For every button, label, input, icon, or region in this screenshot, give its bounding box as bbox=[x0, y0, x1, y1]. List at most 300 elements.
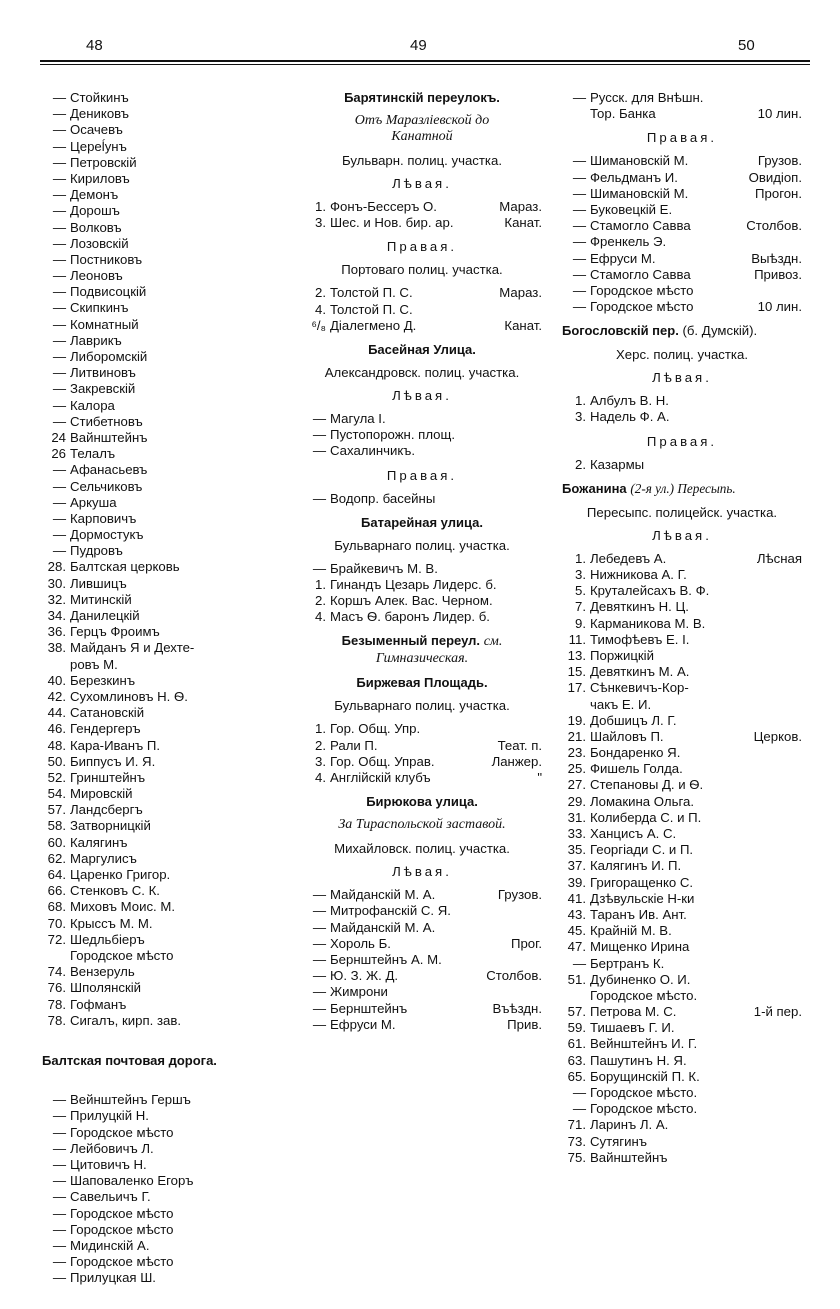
item-number: — bbox=[572, 1085, 586, 1100]
header-rule-thin bbox=[40, 64, 810, 65]
item-note: Привоз. bbox=[754, 266, 802, 282]
list-item bbox=[562, 1053, 802, 1069]
item-name: Дубиненко О. И. bbox=[590, 971, 691, 987]
item-number: 65. bbox=[567, 1068, 586, 1084]
item-name: Аркуша bbox=[70, 494, 117, 510]
list-item bbox=[562, 583, 802, 599]
list-item bbox=[302, 593, 542, 609]
item-name: Степановы Д. и Ѳ. bbox=[590, 777, 704, 793]
list-item bbox=[302, 721, 542, 737]
item-name: Пашутинъ Н. Я. bbox=[590, 1052, 687, 1068]
list-item bbox=[562, 697, 802, 713]
item-name: Англійскій клубъ bbox=[330, 770, 431, 785]
item-number: — bbox=[312, 443, 326, 459]
list-item bbox=[42, 252, 267, 268]
item-number: 75. bbox=[567, 1149, 586, 1165]
item-name: Леоновъ bbox=[70, 268, 123, 284]
item-number: 57. bbox=[567, 1004, 586, 1020]
item-number: 33. bbox=[567, 826, 586, 841]
item-name: Кара-Иванъ П. bbox=[70, 737, 161, 753]
item-name: Закревскій bbox=[70, 381, 136, 397]
list-item bbox=[562, 251, 802, 267]
item-name: Мировскій bbox=[70, 786, 133, 802]
item-number: — bbox=[312, 427, 326, 443]
item-name: Митрофанскій С. Я. bbox=[330, 903, 451, 919]
item-name: Тишаевъ Г. И. bbox=[590, 1020, 675, 1036]
item-name: Георгіади С. и П. bbox=[590, 842, 694, 858]
street-subtitle: (2-я ул.) Пересыпь. bbox=[630, 480, 736, 496]
item-name: Стенковъ С. К. bbox=[70, 883, 160, 899]
item-name: Водопр. басейны bbox=[330, 490, 436, 506]
item-name: Петрова М. С. bbox=[590, 1004, 677, 1020]
item-name: Демонъ bbox=[70, 187, 119, 203]
item-number: 25. bbox=[567, 761, 586, 777]
item-number: — bbox=[52, 1108, 66, 1124]
item-number: 68. bbox=[47, 899, 66, 915]
item-name: Стибетновъ bbox=[70, 413, 143, 429]
item-name: Тор. Банка bbox=[590, 106, 656, 122]
item-name: Данилецкій bbox=[70, 608, 140, 623]
column-left bbox=[42, 90, 267, 1287]
item-name: Казармы bbox=[590, 456, 645, 472]
item-number: — bbox=[52, 1221, 66, 1237]
list-item bbox=[302, 199, 542, 215]
item-note: Прог. bbox=[510, 935, 542, 951]
item-name: Прилуцкій Н. bbox=[70, 1108, 149, 1124]
item-number: 45. bbox=[567, 923, 586, 939]
item-name: Гофманъ bbox=[70, 996, 127, 1012]
item-number: 5. bbox=[575, 583, 586, 599]
list-item bbox=[42, 883, 267, 899]
item-number: — bbox=[52, 1270, 66, 1286]
police-district: Бульварнаго полиц. участка. bbox=[334, 698, 510, 714]
list-item bbox=[562, 972, 802, 988]
item-number: 19. bbox=[567, 712, 586, 728]
item-name: Русск. для Внѣшн. bbox=[590, 90, 704, 105]
item-name: Вайнштейнъ bbox=[70, 429, 148, 445]
item-name: Бертранъ К. bbox=[590, 955, 665, 971]
list-item bbox=[562, 794, 802, 810]
list-item bbox=[42, 818, 267, 834]
list-item bbox=[42, 1092, 267, 1108]
item-number: 34. bbox=[47, 608, 66, 623]
item-name: Подвисоцкій bbox=[70, 284, 147, 300]
list-item bbox=[42, 511, 267, 527]
item-note: Въѣздн. bbox=[492, 1000, 542, 1016]
item-number: — bbox=[52, 365, 66, 381]
list-item bbox=[42, 155, 267, 171]
list-item bbox=[302, 427, 542, 443]
item-number: 43. bbox=[567, 906, 586, 922]
list-item bbox=[302, 609, 542, 625]
list-item bbox=[42, 980, 267, 996]
item-number: 1. bbox=[315, 721, 326, 737]
item-name: Гор. Общ. Упр. bbox=[330, 721, 421, 737]
item-name: Шедльбіеръ bbox=[70, 931, 145, 947]
item-name: Калягинъ И. П. bbox=[590, 858, 682, 874]
street-heading: Барятинскій переулокъ. bbox=[344, 90, 500, 105]
item-name: Лаврикъ bbox=[70, 332, 122, 348]
list-item bbox=[42, 462, 267, 478]
item-number: — bbox=[312, 919, 326, 935]
item-number: 60. bbox=[47, 834, 66, 850]
police-district: Александровск. полиц. участка. bbox=[324, 364, 520, 380]
item-number: — bbox=[52, 170, 66, 186]
item-number: 47. bbox=[567, 939, 586, 955]
list-item bbox=[562, 1150, 802, 1166]
list-item bbox=[302, 411, 542, 427]
item-number: — bbox=[572, 955, 586, 971]
item-number: 37. bbox=[567, 858, 586, 874]
item-number: — bbox=[572, 1101, 586, 1117]
street-heading: Бирюкова улица. bbox=[366, 794, 478, 810]
list-item bbox=[42, 559, 267, 575]
street-heading: Биржевая Площадь. bbox=[356, 675, 488, 691]
list-item bbox=[562, 680, 802, 696]
list-item bbox=[42, 1173, 267, 1189]
list-item bbox=[562, 409, 802, 425]
item-number: 71. bbox=[567, 1117, 586, 1133]
item-number: — bbox=[312, 1000, 326, 1016]
item-number: 21. bbox=[567, 728, 586, 744]
item-number: 61. bbox=[567, 1036, 586, 1052]
item-name: Сутягинъ bbox=[590, 1133, 647, 1149]
item-name: Масъ Ѳ. баронъ Лидер. б. bbox=[330, 609, 490, 625]
item-name: Бернштейнъ bbox=[330, 1000, 408, 1016]
item-number: 4. bbox=[315, 609, 326, 625]
list-item bbox=[42, 495, 267, 511]
list-item bbox=[42, 624, 267, 640]
list-item bbox=[562, 842, 802, 858]
list-item bbox=[562, 170, 802, 186]
item-number: 78. bbox=[47, 996, 66, 1012]
item-number: 29. bbox=[567, 793, 586, 809]
list-item bbox=[42, 1141, 267, 1157]
list-item bbox=[42, 220, 267, 236]
item-number: — bbox=[52, 543, 66, 559]
item-name: Бондаренко Я. bbox=[590, 745, 681, 761]
list-item bbox=[562, 907, 802, 923]
item-number: — bbox=[52, 332, 66, 348]
item-name: Діалегмено Д. bbox=[330, 317, 417, 333]
street-heading bbox=[302, 633, 542, 667]
item-name: Сухомлиновъ Н. Ѳ. bbox=[70, 688, 188, 704]
item-name: Гендергеръ bbox=[70, 721, 141, 737]
street-heading bbox=[562, 323, 802, 339]
item-number: 1. bbox=[575, 393, 586, 409]
item-name: Либоромскій bbox=[70, 349, 148, 364]
item-number: 2. bbox=[315, 285, 326, 301]
street-heading: Басейная Улица. bbox=[368, 341, 476, 357]
item-number: 40. bbox=[47, 672, 66, 688]
list-item bbox=[42, 592, 267, 608]
list-item bbox=[562, 956, 802, 972]
list-item bbox=[42, 268, 267, 284]
item-name: Гор. Общ. Управ. bbox=[330, 753, 435, 769]
item-number: 23. bbox=[567, 745, 586, 761]
item-number: 44. bbox=[47, 705, 66, 721]
item-number: 70. bbox=[47, 915, 66, 931]
side-left: Лѣвая. bbox=[392, 176, 452, 191]
list-item bbox=[42, 576, 267, 592]
list-item bbox=[42, 430, 267, 446]
item-note: Прогон. bbox=[755, 185, 802, 201]
item-number: — bbox=[52, 1254, 66, 1270]
list-item bbox=[42, 997, 267, 1013]
item-number: 42. bbox=[47, 688, 66, 704]
item-number: — bbox=[52, 1189, 66, 1205]
list-item bbox=[42, 640, 267, 656]
item-number: — bbox=[312, 490, 326, 506]
street-subtitle: Отъ Маразліевской до Канатной bbox=[354, 113, 490, 144]
item-number: — bbox=[572, 282, 586, 298]
side-left: Лѣвая. bbox=[652, 527, 712, 543]
item-number: — bbox=[312, 410, 326, 426]
item-number: 50. bbox=[47, 753, 66, 769]
item-number: 3. bbox=[575, 567, 586, 582]
page-number-left: 48 bbox=[86, 37, 103, 54]
list-item bbox=[42, 187, 267, 203]
item-note: Мараз. bbox=[499, 199, 542, 214]
item-name: Савельичъ Г. bbox=[70, 1189, 151, 1205]
item-number: — bbox=[52, 138, 66, 154]
list-item bbox=[42, 300, 267, 316]
police-district: Михайловск. полиц. участка. bbox=[334, 841, 510, 857]
list-item bbox=[42, 398, 267, 414]
list-item bbox=[42, 1238, 267, 1254]
list-item bbox=[562, 599, 802, 615]
side-left: Лѣвая. bbox=[392, 387, 452, 403]
item-number: — bbox=[312, 887, 326, 903]
section-heading: Балтская почтовая дорога. bbox=[42, 1053, 217, 1069]
item-number: 62. bbox=[47, 850, 66, 866]
item-name: Толстой П. С. bbox=[330, 285, 413, 301]
list-item bbox=[42, 317, 267, 333]
item-name: Цереĺунъ bbox=[70, 138, 127, 154]
street-heading bbox=[562, 481, 802, 497]
street-name: Богословскій пер. bbox=[562, 323, 679, 339]
item-number: — bbox=[52, 349, 66, 364]
list-item bbox=[42, 365, 267, 381]
item-name: Сигалъ, кирп. зав. bbox=[70, 1012, 181, 1028]
item-number: — bbox=[52, 154, 66, 170]
item-number: — bbox=[572, 169, 586, 185]
item-number: 30. bbox=[47, 575, 66, 591]
item-name: Надель Ф. А. bbox=[590, 409, 670, 425]
item-name: Ефруси М. bbox=[330, 1016, 396, 1032]
item-name: Волковъ bbox=[70, 219, 122, 235]
side-right: Правая. bbox=[646, 433, 718, 449]
list-item bbox=[42, 381, 267, 397]
list-item bbox=[42, 1254, 267, 1270]
item-number: — bbox=[52, 203, 66, 219]
list-item bbox=[562, 1085, 802, 1101]
police-district: Пересыпс. полицейск. участка. bbox=[586, 504, 778, 520]
list-item bbox=[562, 616, 802, 632]
item-number: 31. bbox=[567, 809, 586, 825]
item-note: Ланжер. bbox=[491, 753, 542, 769]
item-name: Постниковъ bbox=[70, 251, 143, 267]
item-name: Ефруси М. bbox=[590, 250, 656, 266]
list-item bbox=[42, 203, 267, 219]
list-item bbox=[42, 446, 267, 462]
item-name: Биппусъ И. Я. bbox=[70, 753, 156, 769]
item-name: Ю. З. Ж. Д. bbox=[330, 968, 399, 984]
list-item bbox=[42, 236, 267, 252]
list-item bbox=[42, 721, 267, 737]
item-name: Шимановскій М. bbox=[590, 153, 689, 169]
side-right: Правая. bbox=[386, 467, 458, 483]
item-number: — bbox=[312, 968, 326, 984]
item-number: — bbox=[312, 984, 326, 1000]
item-number: — bbox=[52, 90, 66, 105]
item-note: Столбов. bbox=[746, 218, 802, 234]
item-number: 57. bbox=[47, 802, 66, 818]
item-name: Мищенко Ирина bbox=[590, 939, 690, 955]
item-name: Калягинъ bbox=[70, 834, 128, 850]
item-number: 66. bbox=[47, 883, 66, 899]
item-number: — bbox=[52, 122, 66, 138]
item-name: Карманикова М. В. bbox=[590, 615, 706, 631]
item-name: Шаповаленко Егоръ bbox=[70, 1173, 194, 1189]
item-name: Балтская церковь bbox=[70, 559, 180, 575]
item-number: — bbox=[52, 300, 66, 316]
item-name: Городское мѣсто. bbox=[590, 987, 698, 1003]
item-note: Лѣсная bbox=[756, 550, 802, 566]
item-name: Лившицъ bbox=[70, 575, 127, 591]
item-name: Городское мѣсто bbox=[590, 299, 694, 315]
list-item bbox=[42, 1108, 267, 1124]
item-name: Мидинскій А. bbox=[70, 1237, 150, 1253]
item-number: — bbox=[52, 316, 66, 332]
street-name: Безыменный переул. bbox=[341, 633, 481, 649]
item-number: 1. bbox=[315, 576, 326, 592]
item-number: 24 bbox=[51, 429, 66, 445]
list-item bbox=[562, 858, 802, 874]
item-number: — bbox=[52, 510, 66, 526]
item-number: 9. bbox=[575, 615, 586, 631]
item-name: Городское мѣсто bbox=[70, 947, 174, 963]
item-name: Коршъ Алек. Вас. Черном. bbox=[330, 593, 493, 609]
list-item bbox=[42, 543, 267, 559]
street-heading: Батарейная улица. bbox=[361, 514, 483, 530]
item-name: Колиберда С. и П. bbox=[590, 809, 702, 825]
item-name: Вейнштейнъ И. Г. bbox=[590, 1036, 698, 1052]
list-item bbox=[42, 851, 267, 867]
item-number: 4. bbox=[315, 301, 326, 317]
item-name: Поржицкій bbox=[590, 647, 654, 663]
item-note: Церков. bbox=[753, 728, 802, 744]
item-number: 3. bbox=[315, 215, 326, 231]
item-name: Городское мѣсто bbox=[70, 1205, 174, 1221]
item-number: — bbox=[572, 299, 586, 315]
list-item bbox=[302, 952, 542, 968]
list-item bbox=[562, 186, 802, 202]
item-number: 35. bbox=[567, 842, 586, 858]
list-item bbox=[562, 1134, 802, 1150]
list-item bbox=[562, 988, 802, 1004]
item-name: Григоращенко С. bbox=[590, 874, 694, 890]
item-number: — bbox=[572, 234, 586, 250]
item-name: Городское мѣсто bbox=[590, 282, 694, 298]
item-number: 46. bbox=[47, 721, 66, 737]
item-name: Городское мѣсто bbox=[70, 1254, 174, 1270]
item-number: 72. bbox=[47, 931, 66, 947]
item-name: Миховъ Моис. М. bbox=[70, 899, 176, 915]
item-note: Прив. bbox=[507, 1016, 542, 1032]
list-item bbox=[42, 932, 267, 948]
list-item bbox=[302, 577, 542, 593]
item-name: Городское мѣсто. bbox=[590, 1101, 698, 1117]
item-number: 76. bbox=[47, 980, 66, 996]
item-name: Брайкевичъ М. В. bbox=[330, 560, 438, 576]
item-number: — bbox=[52, 251, 66, 267]
item-number: — bbox=[52, 1140, 66, 1156]
item-name: Шполянскій bbox=[70, 980, 142, 996]
item-name: Вензеруль bbox=[70, 964, 135, 980]
list-item bbox=[42, 754, 267, 770]
item-name: Шайловъ П. bbox=[590, 728, 664, 744]
item-number: — bbox=[52, 462, 66, 478]
list-item bbox=[42, 106, 267, 122]
list-item bbox=[562, 648, 802, 664]
list-item bbox=[42, 1222, 267, 1238]
item-note: 10 лин. bbox=[757, 106, 802, 122]
item-note: Столбов. bbox=[486, 968, 542, 984]
street-note: (б. Думскій). bbox=[682, 323, 758, 339]
list-item bbox=[42, 964, 267, 980]
list-item bbox=[562, 393, 802, 409]
list-item bbox=[562, 267, 802, 283]
list-item bbox=[42, 738, 267, 754]
list-item bbox=[302, 561, 542, 577]
item-name: Шимановскій М. bbox=[590, 185, 689, 201]
item-name: Майданскій М. А. bbox=[330, 887, 436, 903]
item-number: — bbox=[52, 187, 66, 203]
item-name: Фишель Голда. bbox=[590, 761, 683, 777]
list-item bbox=[302, 770, 542, 786]
item-name: Нижникова А. Г. bbox=[590, 567, 687, 582]
item-note: Выѣздн. bbox=[751, 250, 802, 266]
item-number: — bbox=[52, 268, 66, 284]
page-number-right: 50 bbox=[738, 37, 755, 54]
list-item bbox=[562, 1117, 802, 1133]
list-item bbox=[562, 939, 802, 955]
item-name: Ларинъ Л. А. bbox=[590, 1117, 669, 1133]
list-item bbox=[302, 887, 542, 903]
list-item bbox=[42, 284, 267, 300]
item-name: Митинскій bbox=[70, 591, 132, 607]
item-number: — bbox=[52, 527, 66, 543]
list-item bbox=[302, 1017, 542, 1033]
list-item bbox=[42, 835, 267, 851]
list-item bbox=[562, 202, 802, 218]
item-number: — bbox=[52, 235, 66, 251]
list-item bbox=[562, 664, 802, 680]
list-item bbox=[42, 802, 267, 818]
item-name: Девяткинъ М. А. bbox=[590, 664, 690, 680]
item-number: 38. bbox=[47, 640, 66, 656]
item-name: Сатановскій bbox=[70, 705, 145, 721]
item-name: Жимрони bbox=[330, 984, 388, 1000]
item-name: Петровскій bbox=[70, 154, 137, 170]
item-note: 1-й пер. bbox=[753, 1004, 802, 1020]
item-name: Скипкинъ bbox=[70, 300, 129, 316]
item-number: — bbox=[312, 560, 326, 576]
list-item bbox=[302, 443, 542, 459]
list-item bbox=[42, 770, 267, 786]
item-number: 3. bbox=[315, 753, 326, 769]
